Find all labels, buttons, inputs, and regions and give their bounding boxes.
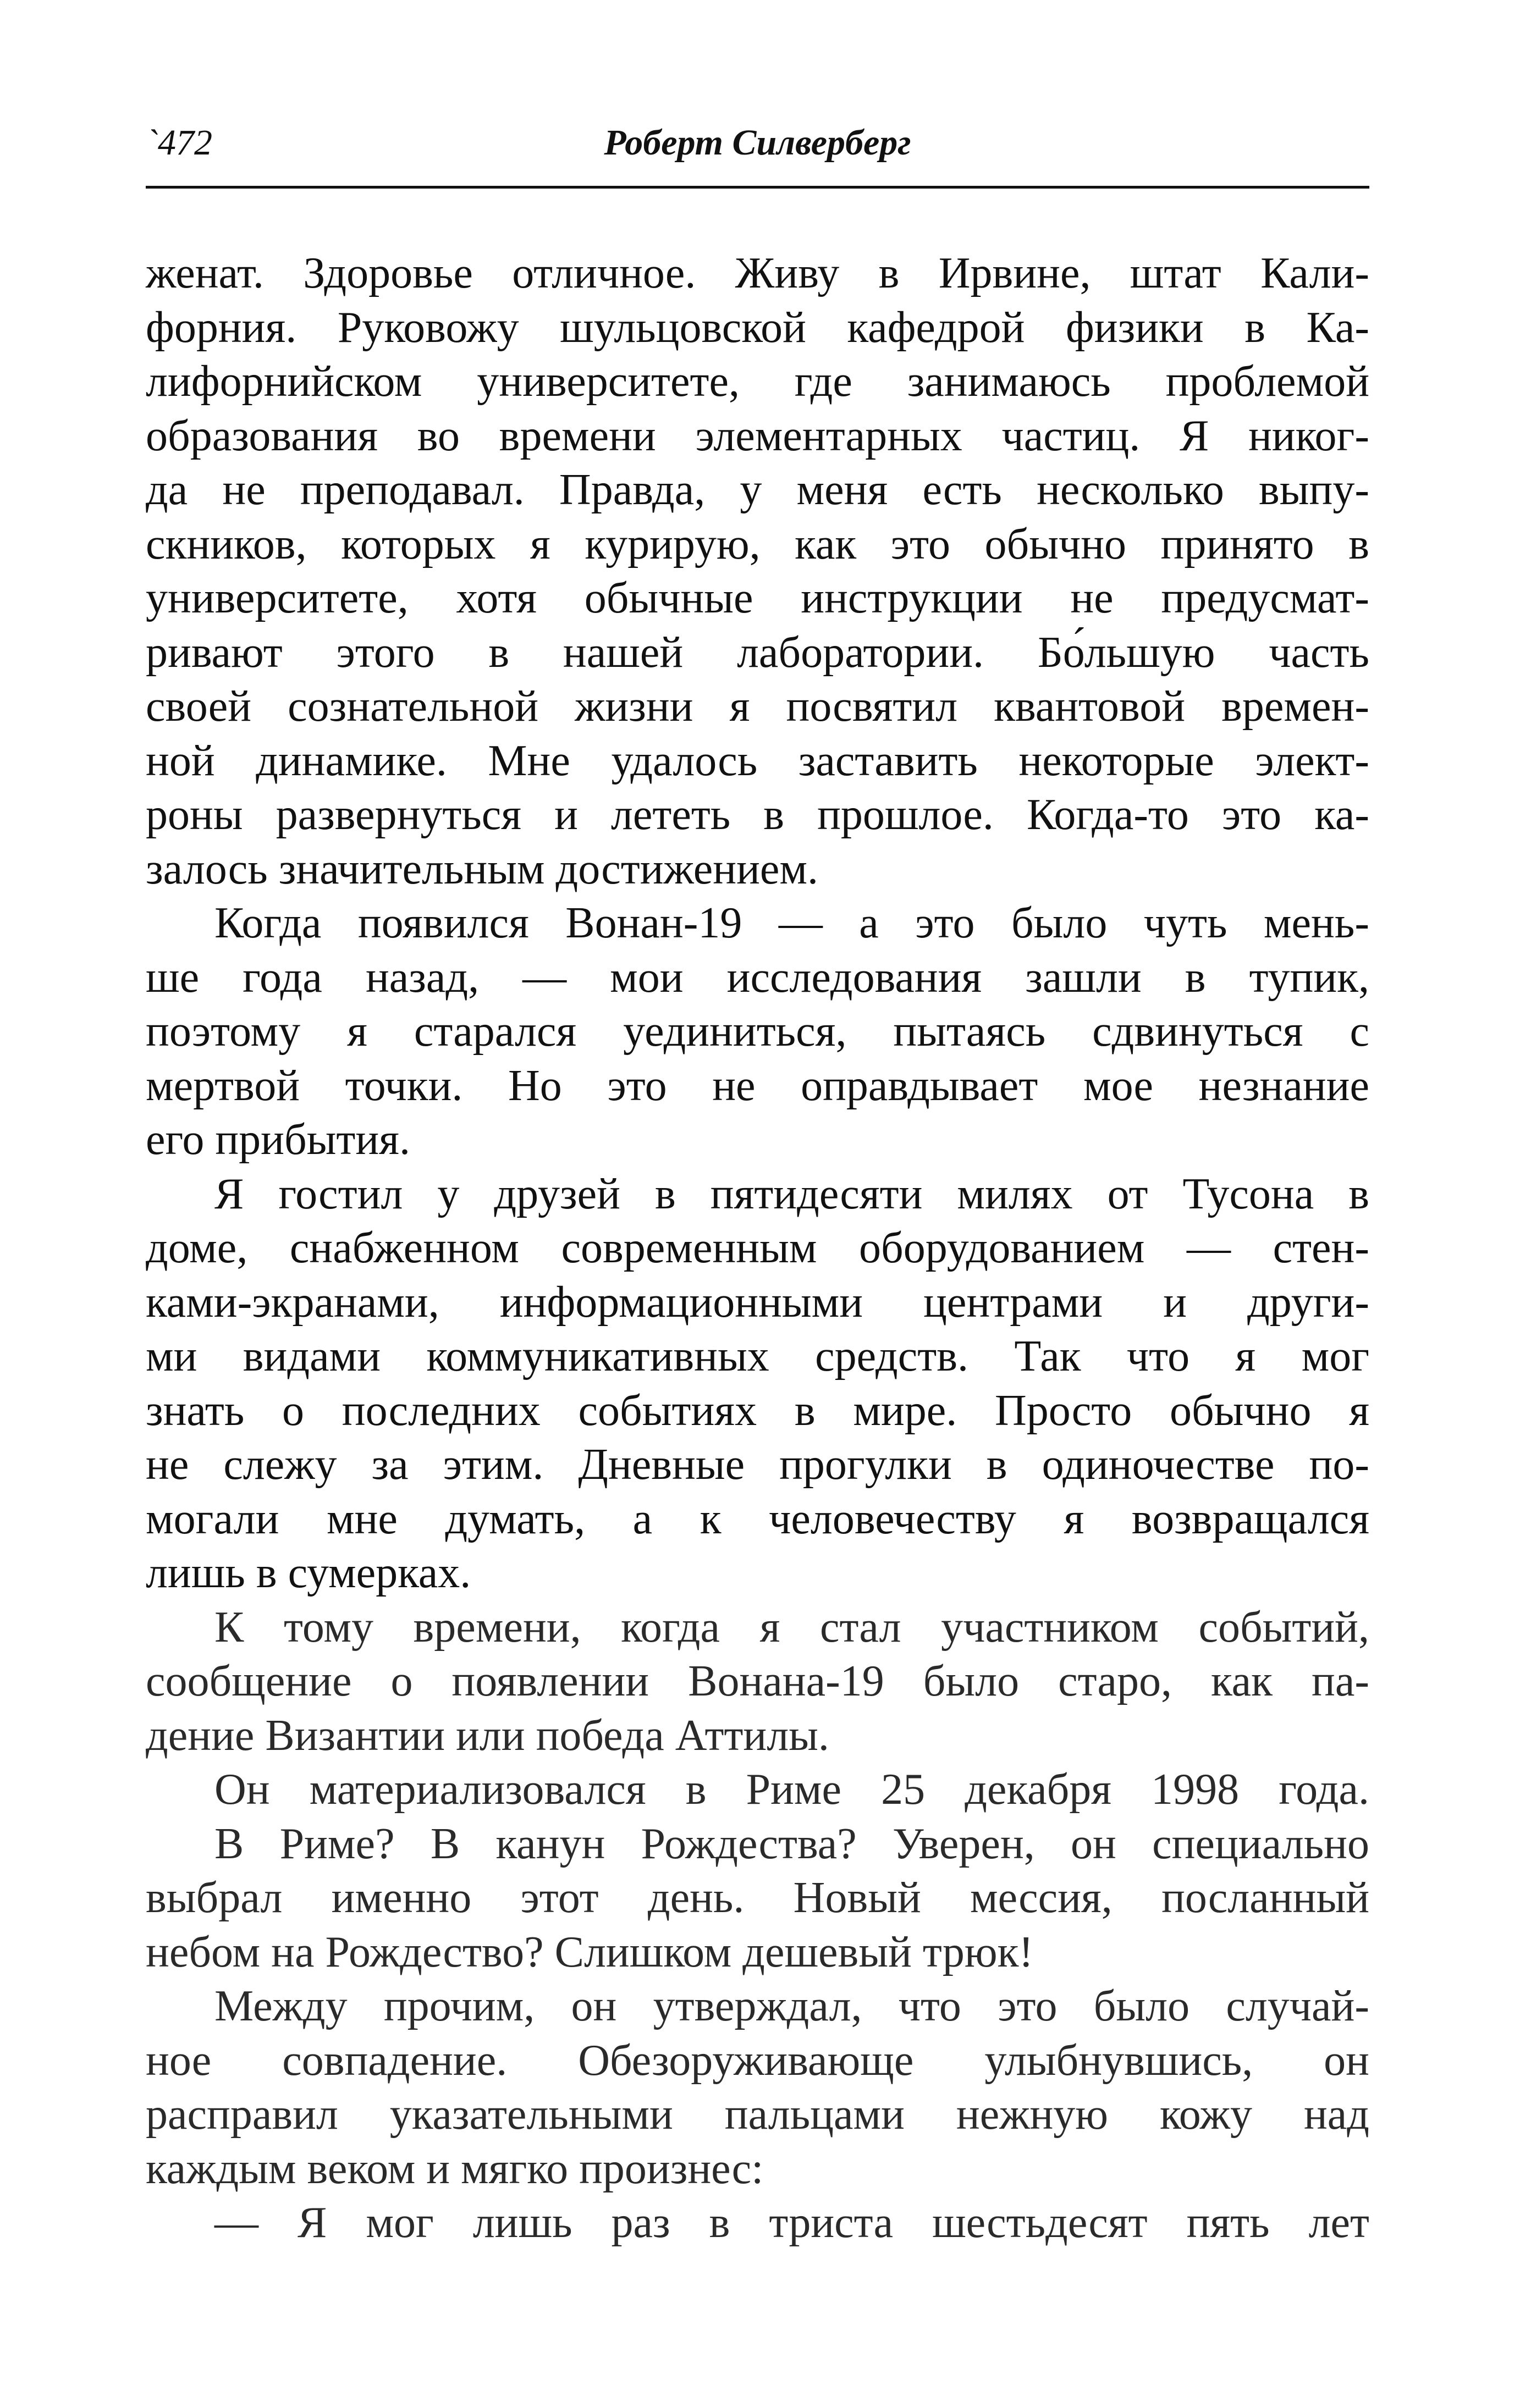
text-line: небом на Рождество? Слишком дешевый трюк!	[146, 1927, 1034, 1976]
page-header	[146, 118, 1369, 179]
body-text	[146, 246, 1369, 2250]
text-line: женат. Здоровье отличное. Живу в Ирвине, штат Кали-	[146, 249, 1369, 297]
text-line: мертвой точки. Но это не оправдывает мое незнание	[146, 1061, 1369, 1110]
text-line: расправил указательными пальцами нежную кожу над	[146, 2090, 1369, 2139]
text-line: сообщение о появлении Вонана-19 было старо, как па-	[146, 1657, 1369, 1705]
text-line: В Риме? В канун Рождества? Уверен, он специально	[214, 1819, 1369, 1868]
text-line: ми видами коммуникативных средств. Так что я мог	[146, 1332, 1369, 1380]
running-title: Роберт Силверберг	[604, 123, 911, 163]
text-line: форния. Руковожу шульцовской кафедрой физики в Ка-	[146, 303, 1369, 352]
text-line: поэтому я старался уединиться, пытаясь сдвинуться с	[146, 1007, 1369, 1056]
page-number: `472	[146, 123, 212, 163]
text-line: Между прочим, он утверждал, что это было случай-	[214, 1982, 1369, 2030]
text-line: каждым веком и мягко произнес:	[146, 2144, 764, 2193]
text-line: его прибытия.	[146, 1115, 410, 1164]
text-line: ками-экранами, информационными центрами и други-	[146, 1278, 1369, 1327]
text-line: ше года назад, — мои исследования зашли в тупик,	[146, 953, 1369, 1002]
text-line: скников, которых я курирую, как это обычно принято в	[146, 520, 1369, 568]
text-line: доме, снабженном современным оборудованием — стен-	[146, 1224, 1369, 1272]
text-line: Он материализовался в Риме 25 декабря 1998 года.	[214, 1765, 1369, 1814]
text-line: университете, хотя обычные инструкции не предусмат-	[146, 574, 1369, 622]
text-line: образования во времени элементарных частиц. Я никог-	[146, 411, 1369, 460]
text-line: — Я мог лишь раз в триста шестьдесят пять лет	[214, 2199, 1369, 2247]
text-line: Когда появился Вонан-19 — а это было чуть мень-	[214, 899, 1369, 947]
header-rule	[146, 186, 1369, 189]
text-line: могали мне думать, а к человечеству я возвращался	[146, 1494, 1369, 1543]
text-line: роны развернуться и лететь в прошлое. Когда-то это ка-	[146, 791, 1369, 839]
text-line: лишь в сумерках.	[146, 1549, 471, 1597]
text-line: ной динамике. Мне удалось заставить некоторые элект-	[146, 736, 1369, 785]
text-line: залось значительным достижением.	[146, 844, 819, 893]
text-line: ное совпадение. Обезоруживающе улыбнувшись, он	[146, 2036, 1369, 2085]
text-line: знать о последних событиях в мире. Просто обычно я	[146, 1386, 1369, 1435]
text-line: своей сознательной жизни я посвятил квантовой времен-	[146, 682, 1369, 731]
text-line: дение Византии или победа Аттилы.	[146, 1711, 829, 1760]
text-line: да не преподавал. Правда, у меня есть несколько выпу-	[146, 466, 1369, 514]
text-line: ривают этого в нашей лаборатории. Бо́льшую часть	[146, 628, 1369, 677]
text-line: не слежу за этим. Дневные прогулки в одиночестве по-	[146, 1440, 1369, 1489]
text-line: лифорнийском университете, где занимаюсь проблемой	[146, 357, 1369, 406]
text-line: выбрал именно этот день. Новый мессия, посланный	[146, 1874, 1369, 1922]
text-line: К тому времени, когда я стал участником событий,	[214, 1603, 1369, 1652]
text-line: Я гостил у друзей в пятидесяти милях от Тусона в	[214, 1169, 1369, 1218]
